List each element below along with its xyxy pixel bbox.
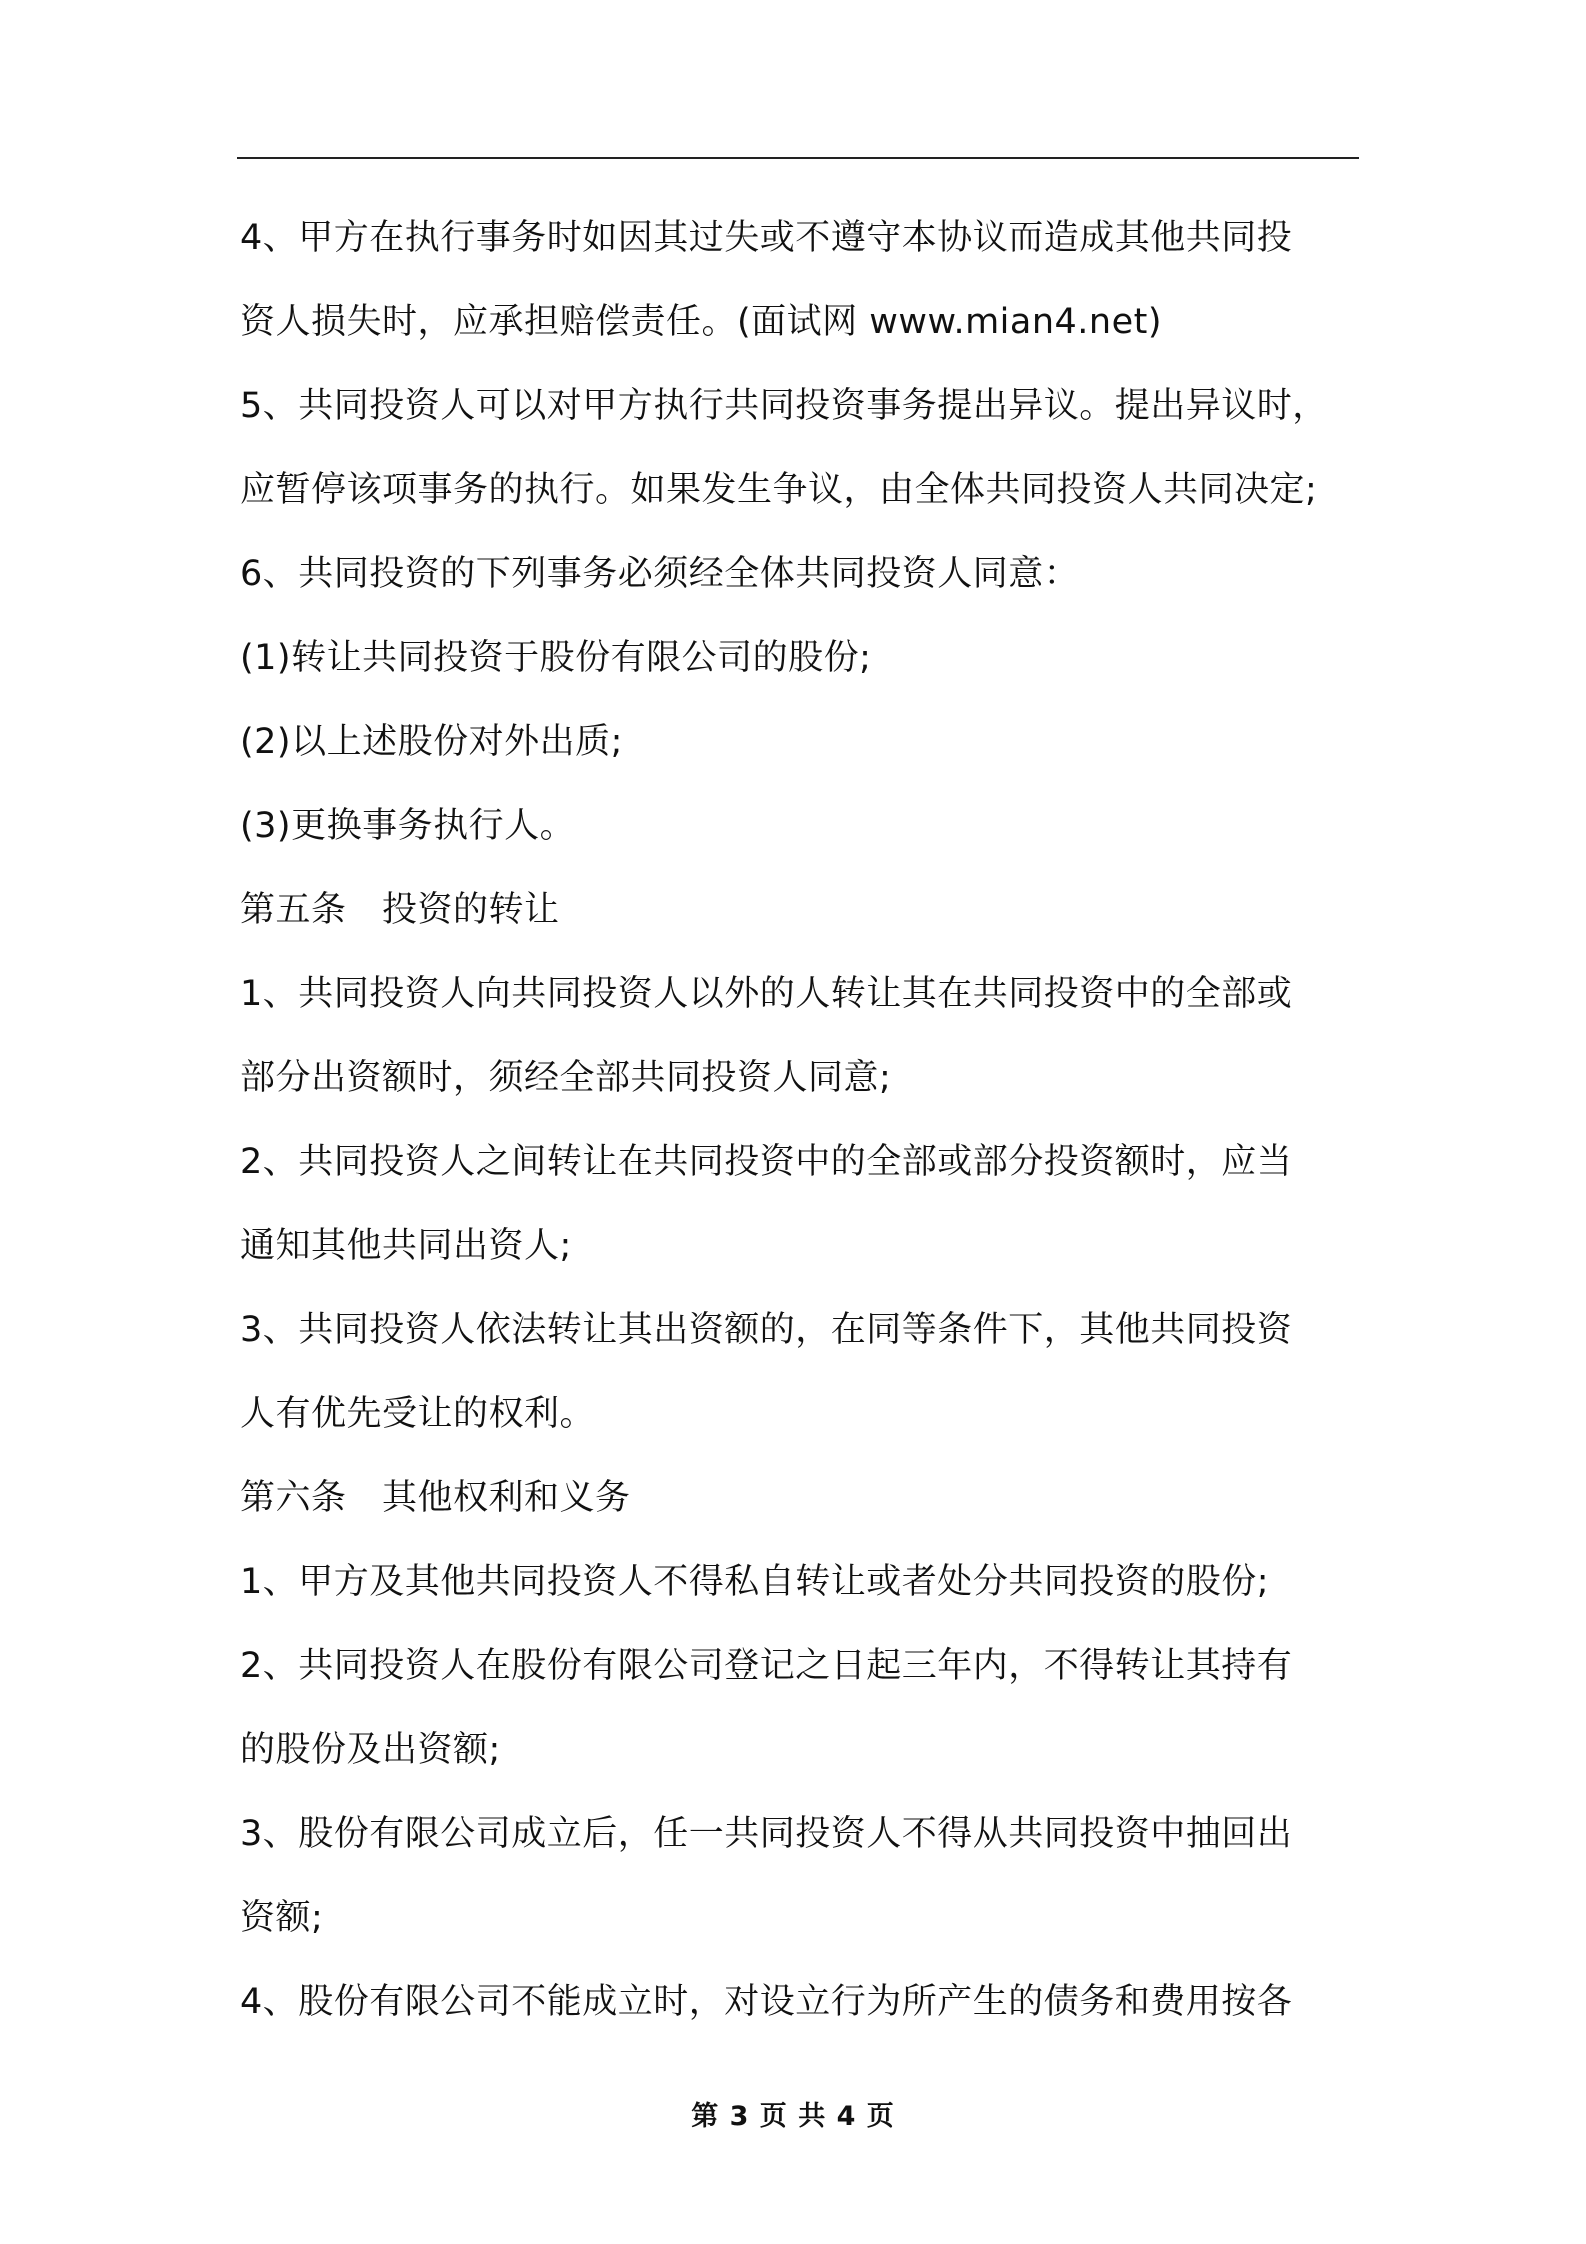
list-item: (3)更换事务执行人。 <box>240 806 576 846</box>
section-heading: 第五条 投资的转让 <box>240 890 560 930</box>
paragraph-line: 人有优先受让的权利。 <box>240 1394 596 1434</box>
paragraph-line: 5、共同投资人可以对甲方执行共同投资事务提出异议。提出异议时， <box>240 386 1328 426</box>
paragraph-line: 6、共同投资的下列事务必须经全体共同投资人同意： <box>240 554 1080 594</box>
paragraph-line: 1、共同投资人向共同投资人以外的人转让其在共同投资中的全部或 <box>240 974 1293 1014</box>
paragraph-line: 3、股份有限公司成立后，任一共同投资人不得从共同投资中抽回出 <box>240 1814 1293 1854</box>
paragraph-line: 2、共同投资人之间转让在共同投资中的全部或部分投资额时，应当 <box>240 1142 1293 1182</box>
list-item: (2)以上述股份对外出质; <box>240 722 623 762</box>
paragraph-line: 3、共同投资人依法转让其出资额的，在同等条件下，其他共同投资 <box>240 1310 1293 1350</box>
paragraph-line: 2、共同投资人在股份有限公司登记之日起三年内，不得转让其持有 <box>240 1646 1293 1686</box>
paragraph-line: 应暂停该项事务的执行。如果发生争议，由全体共同投资人共同决定; <box>240 470 1318 510</box>
paragraph-line: 部分出资额时，须经全部共同投资人同意; <box>240 1058 892 1098</box>
paragraph-line: 通知其他共同出资人; <box>240 1226 572 1266</box>
list-item: (1)转让共同投资于股份有限公司的股份; <box>240 638 872 678</box>
paragraph-line: 4、甲方在执行事务时如因其过失或不遵守本协议而造成其他共同投 <box>240 218 1293 258</box>
paragraph-line: 1、甲方及其他共同投资人不得私自转让或者处分共同投资的股份; <box>240 1562 1270 1602</box>
header-rule <box>237 157 1359 159</box>
paragraph-line: 资人损失时，应承担赔偿责任。(面试网 www.mian4.net) <box>240 302 1163 342</box>
paragraph-line: 4、股份有限公司不能成立时，对设立行为所产生的债务和费用按各 <box>240 1982 1293 2022</box>
section-heading: 第六条 其他权利和义务 <box>240 1478 631 1518</box>
paragraph-line: 的股份及出资额; <box>240 1730 501 1770</box>
page-number: 第 3 页 共 4 页 <box>691 2101 895 2132</box>
document-body <box>240 196 1365 2044</box>
paragraph-line: 资额; <box>240 1898 324 1938</box>
